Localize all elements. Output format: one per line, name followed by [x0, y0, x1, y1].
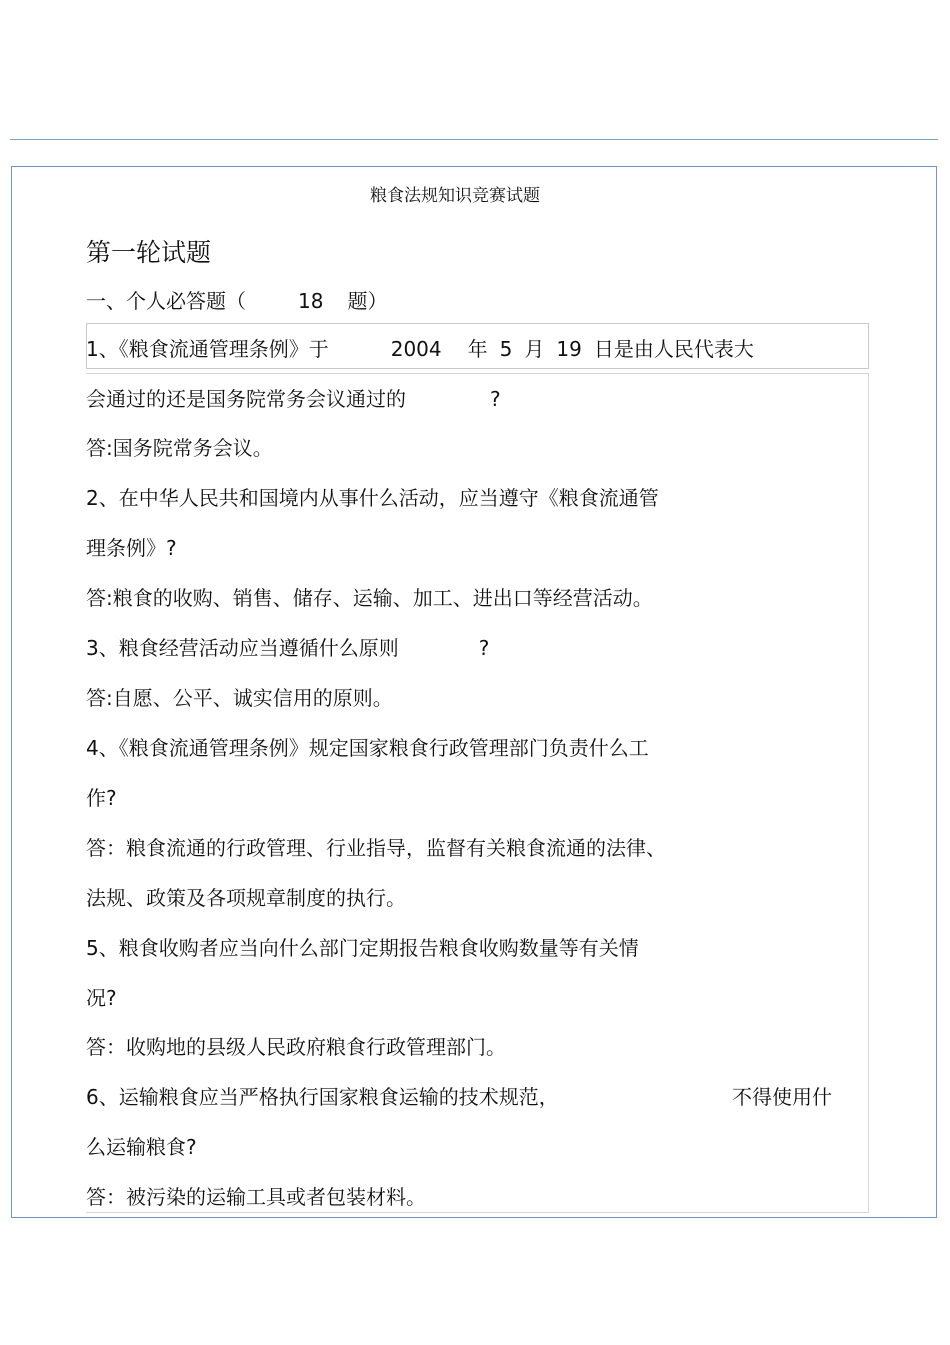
q1-text-c: 会通过的还是国务院常务会议通过的 [86, 387, 406, 411]
q1-text-b: 日是由人民代表大 [593, 337, 754, 361]
question-3-line-1 [86, 635, 489, 661]
answer-5: 答：收购地的县级人民政府粮食行政管理部门。 [86, 1035, 506, 1059]
q1-month-char: 月 [524, 337, 545, 361]
answer-4-line-2: 法规、政策及各项规章制度的执行。 [86, 886, 406, 910]
answer-6: 答：被污染的运输工具或者包装材料。 [86, 1185, 426, 1209]
question-1-line-1 [86, 336, 754, 362]
section-suffix: 题） [347, 289, 388, 313]
q1-question-mark: ? [490, 387, 501, 411]
question-2-line-2: 理条例》? [86, 536, 177, 560]
answer-4-line-1: 答：粮食流通的行政管理、行业指导，监督有关粮食流通的法律、 [86, 836, 666, 860]
document-title: 粮食法规知识竞赛试题 [370, 186, 540, 206]
question-4-line-2: 作? [86, 786, 117, 810]
answer-3: 答:自愿、公平、诚实信用的原则。 [86, 686, 393, 710]
question-6-line-1: 6、运输粮食应当严格执行国家粮食运输的技术规范， [86, 1085, 559, 1109]
q3-text: 3、粮食经营活动应当遵循什么原则 [86, 636, 399, 660]
q1-month: 5 [499, 337, 513, 361]
q1-year: 2004 [390, 337, 442, 361]
section-prefix: 一、个人必答题（ [86, 289, 246, 313]
section-count: 18 [298, 289, 324, 313]
answer-1: 答:国务院常务会议。 [86, 436, 273, 460]
question-6-line-1b: 不得使用什 [732, 1085, 832, 1109]
question-1-line-2 [86, 386, 501, 412]
q1-text-a: 1、《粮食流通管理条例》于 [86, 337, 329, 361]
question-5-line-1: 5、粮食收购者应当向什么部门定期报告粮食收购数量等有关情 [86, 936, 639, 960]
question-6-line-2: 么运输粮食? [86, 1135, 197, 1159]
section-title [86, 285, 387, 314]
q1-year-char: 年 [467, 337, 488, 361]
q3-question-mark: ? [478, 636, 490, 660]
question-5-line-2: 况? [86, 986, 117, 1010]
question-2-line-1: 2、在中华人民共和国境内从事什么活动，应当遵守《粮食流通管 [86, 486, 659, 510]
q1-day: 19 [556, 337, 582, 361]
round-title: 第一轮试题 [86, 238, 212, 267]
question-4-line-1: 4、《粮食流通管理条例》规定国家粮食行政管理部门负责什么工 [86, 736, 649, 760]
answer-2: 答:粮食的收购、销售、储存、运输、加工、进出口等经营活动。 [86, 586, 653, 610]
header-rule [10, 139, 938, 140]
